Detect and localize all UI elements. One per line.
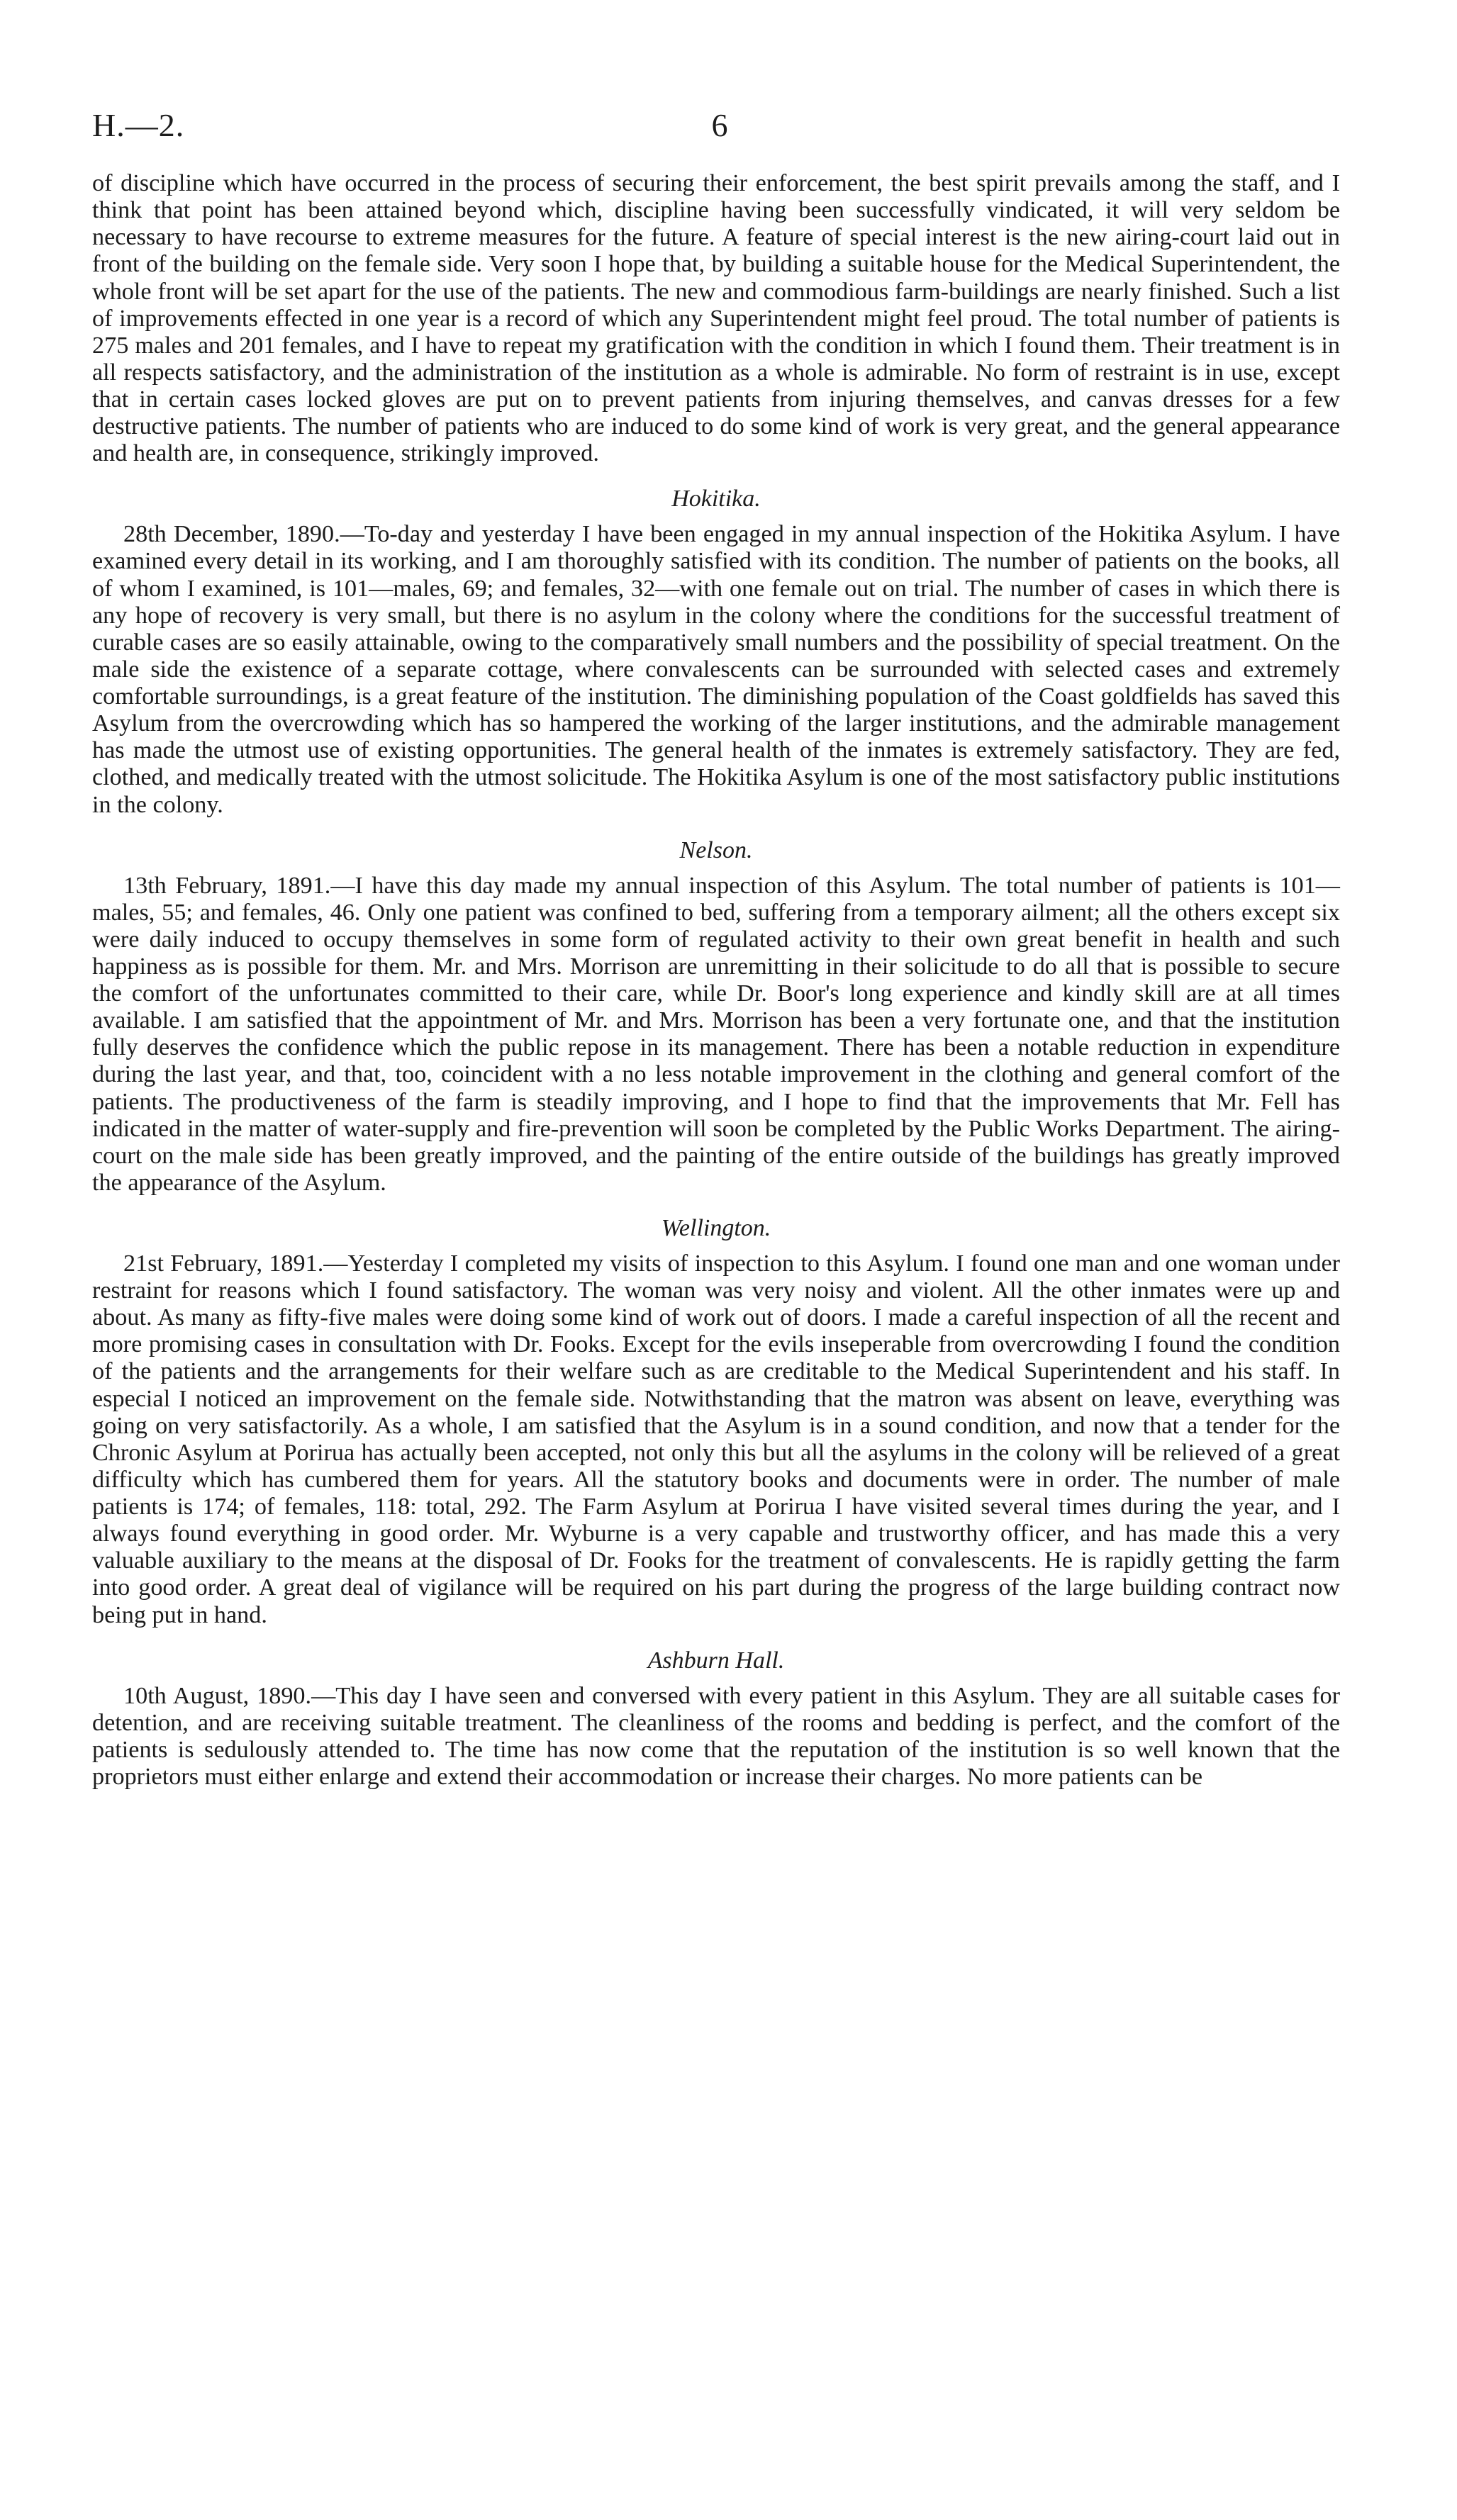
section-text-hokitika: 28th December, 1890.—To-day and yesterday I have been engaged in my annual inspection of the Hokitika Asylum. I have examined every detail in its working, and I am thoroughly satisfied with its condition. The number of patients on the books, all of whom I examined, is 101—males, 69; and females, 32—with one female out on trial. The number of cases in which there is any hope of recovery is very small, but there is no asylum in the colony where the conditions for the successful treatment of curable cases are so easily attainable, owing to the comparatively small numbers and the possibility of special treatment. On the male side the existence of a separate cottage, where convalescents can be surrounded with selected cases and extremely comfortable surroundings, is a great feature of the institution. The diminishing population of the Coast goldfields has saved this Asylum from the overcrowding which has so hampered the working of the larger institutions, and the admirable management has made the utmost use of existing opportunities. The general health of the inmates is extremely satisfactory. They are fed, clothed, and medically treated with the utmost solicitude. The Hokitika Asylum is one of the most satisfactory public institutions in the colony. <box>92 521 1340 818</box>
document-reference: H.—2. <box>92 107 185 143</box>
section-heading-hokitika: Hokitika. <box>671 486 761 513</box>
page-header <box>92 106 1347 156</box>
section-heading-wellington: Wellington. <box>661 1215 771 1242</box>
section-heading-nelson: Nelson. <box>679 836 753 863</box>
page-number: 6 <box>711 107 728 143</box>
section-text-ashburn-hall: 10th August, 1890.—This day I have seen and conversed with every patient in this Asylum. They are all suitable cases for detention, and are receiving suitable treatment. The cleanliness of the rooms and bedding is perfect, and the comfort of the patients is sedulously attended to. The time has now come that the reputation of the institution is so well known that the proprietors must either enlarge and extend their accommodation or increase their charges. No more patients can be <box>92 1682 1340 1790</box>
document-body <box>92 170 1340 1791</box>
section-text-wellington: 21st February, 1891.—Yesterday I completed my visits of inspection to this Asylum. I found one man and one woman under restraint for reasons which I found satisfactory. The woman was very noisy and violent. All the other inmates were up and about. As many as fifty-five males were doing some kind of work out of doors. I made a careful inspection of all the recent and more promising cases in consultation with Dr. Fooks. Except for the evils inseperable from overcrowding I found the condition of the patients and the arrangements for their welfare such as are creditable to the Medical Superintendent and his staff. In especial I noticed an improvement on the female side. Notwithstanding that the matron was absent on leave, everything was going on very satisfactorily. As a whole, I am satisfied that the Asylum is in a sound condition, and now that a tender for the Chronic Asylum at Porirua has actually been accepted, not only this but all the asylums in the colony will be relieved of a great difficulty which has cumbered them for years. All the statutory books and documents were in order. The number of male patients is 174; of females, 118: total, 292. The Farm Asylum at Porirua I have visited several times during the year, and I always found everything in good order. Mr. Wyburne is a very capable and trustworthy officer, and has made this a very valuable auxiliary to the means at the disposal of Dr. Fooks for the treatment of convalescents. He is rapidly getting the farm into good order. A great deal of vigilance will be required on his part during the progress of the large building contract now being put in hand. <box>92 1250 1340 1628</box>
section-heading-ashburn-hall: Ashburn Hall. <box>647 1647 785 1674</box>
continued-paragraph: of discipline which have occurred in the process of securing their enforcement, the best spirit prevails among the staff, and I think that point has been attained beyond which, discipline having been successfully vindicated, it will very seldom be necessary to have recourse to extreme measures for the future. A feature of special interest is the new airing-court laid out in front of the building on the female side. Very soon I hope that, by building a suitable house for the Medical Superintendent, the whole front will be set apart for the use of the patients. The new and commodious farm-buildings are nearly finished. Such a list of improvements effected in one year is a record of which any Superintendent might feel proud. The total number of patients is 275 males and 201 females, and I have to repeat my gratification with the condition in which I found them. Their treatment is in all respects satisfactory, and the administration of the institution as a whole is admirable. No form of restraint is in use, except that in certain cases locked gloves are put on to prevent patients from injuring themselves, and canvas dresses for a few destructive patients. The number of patients who are induced to do some kind of work is very great, and the general appearance and health are, in consequence, strikingly improved. <box>92 170 1340 467</box>
section-text-nelson: 13th February, 1891.—I have this day made my annual inspection of this Asylum. The total number of patients is 101—males, 55; and females, 46. Only one patient was confined to bed, suffering from a temporary ailment; all the others except six were daily induced to occupy themselves in some form of regulated activity to their own great benefit in health and such happiness as is possible for them. Mr. and Mrs. Morrison are unremitting in their solicitude to do all that is possible to secure the comfort of the unfortunates committed to their care, while Dr. Boor's long experience and kindly skill are at all times available. I am satisfied that the appointment of Mr. and Mrs. Morrison has been a very fortunate one, and that the institution fully deserves the confidence which the public repose in its management. There has been a notable reduction in expenditure during the last year, and that, too, coincident with a no less notable improvement in the clothing and general comfort of the patients. The productiveness of the farm is steadily improving, and I hope to find that the improvements that Mr. Fell has indicated in the matter of water-supply and fire-prevention will soon be completed by the Public Works Department. The airing-court on the male side has been greatly improved, and the painting of the entire outside of the buildings has greatly improved the appearance of the Asylum. <box>92 872 1340 1196</box>
